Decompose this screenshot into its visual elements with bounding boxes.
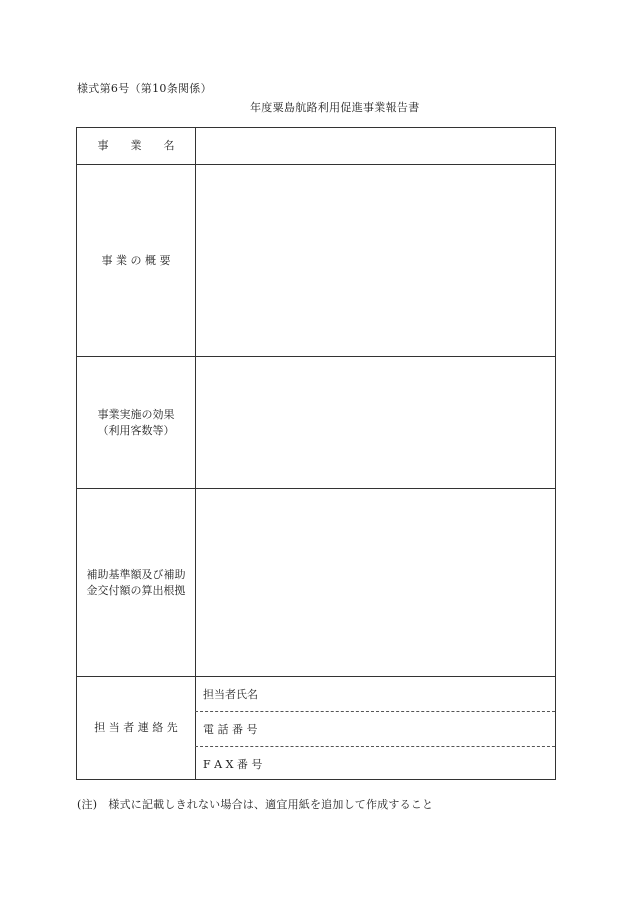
overview-field[interactable] [195, 165, 555, 356]
contact-phone-label: 電 話 番 号 [203, 723, 258, 736]
contact-name-field[interactable] [195, 677, 555, 711]
overview-label: 事 業 の 概 要 [77, 165, 196, 356]
effect-row [77, 356, 555, 488]
page-title: 年度粟島航路利用促進事業報告書 [250, 101, 420, 114]
basis-field[interactable] [195, 489, 555, 676]
overview-row [77, 164, 555, 356]
contact-label: 担 当 者 連 絡 先 [77, 677, 196, 779]
effect-field[interactable] [195, 357, 555, 488]
footnote: (注) 様式に記載しきれない場合は、適宜用紙を追加して作成すること [77, 798, 434, 811]
contact-fields [195, 677, 555, 779]
contact-row [77, 676, 555, 779]
report-form-table [76, 127, 556, 780]
project-name-row [77, 128, 555, 164]
contact-fax-label: F A X 番 号 [203, 757, 263, 771]
contact-name-label: 担当者氏名 [203, 688, 258, 701]
contact-fax-field[interactable] [195, 746, 555, 780]
project-name-label: 事 業 名 [77, 128, 196, 164]
contact-phone-field[interactable] [195, 711, 555, 746]
effect-label: 事業実施の効果 （利用客数等） [77, 357, 196, 488]
project-name-field[interactable] [195, 128, 555, 164]
basis-row [77, 488, 555, 676]
basis-label: 補助基準額及び補助 金交付額の算出根拠 [77, 489, 196, 676]
form-number: 様式第6号（第10条関係） [77, 82, 212, 95]
